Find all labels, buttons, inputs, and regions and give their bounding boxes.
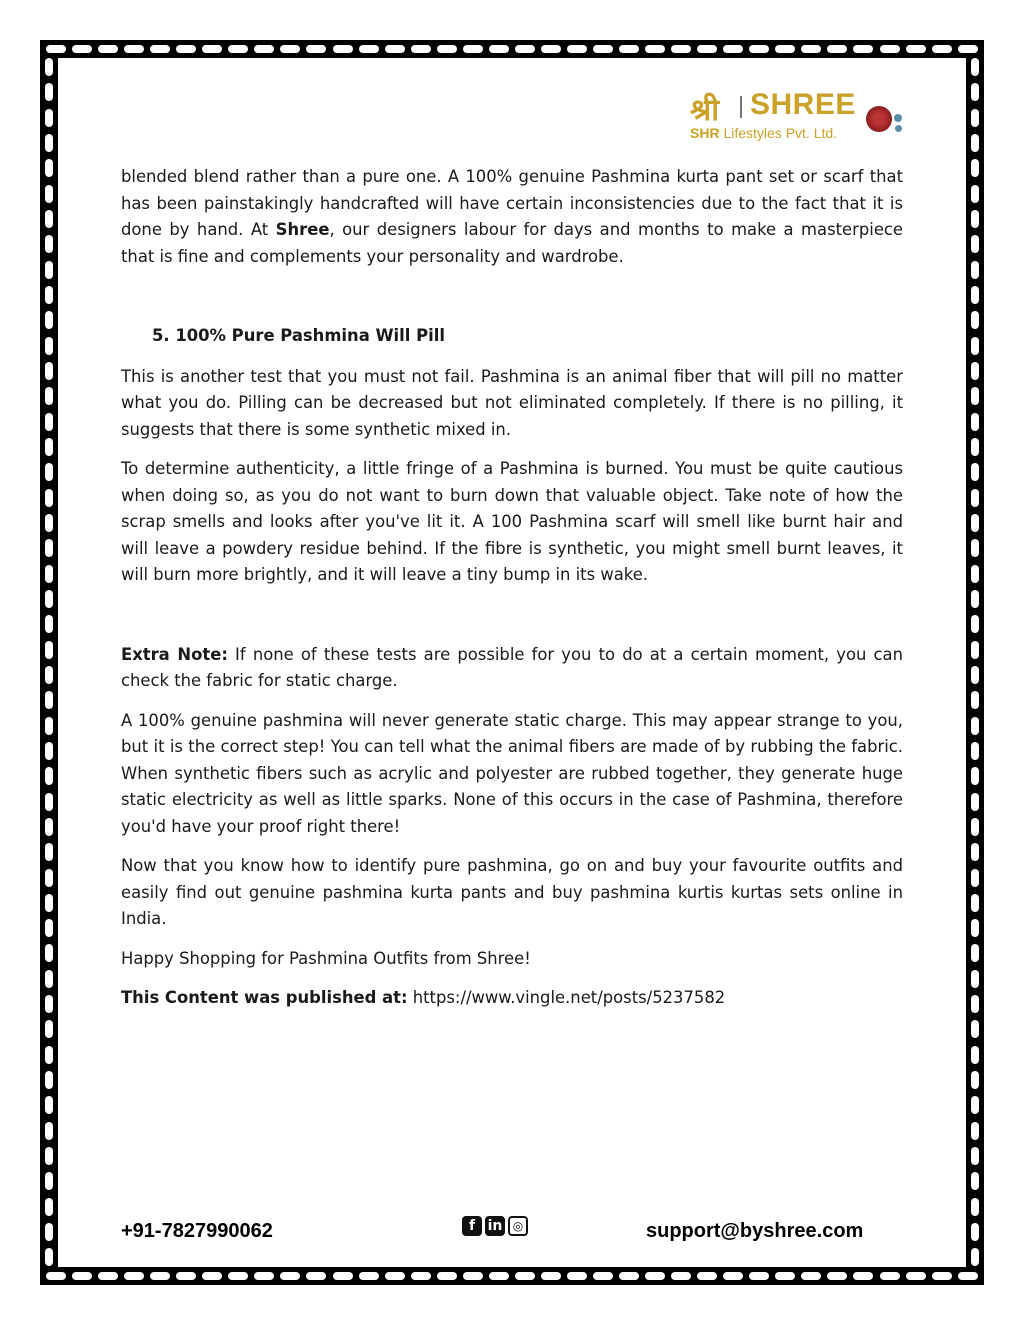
border-bead xyxy=(593,45,613,53)
border-bead xyxy=(971,438,979,456)
logo-subtitle-rest: Lifestyles Pvt. Ltd. xyxy=(719,125,838,141)
border-bead xyxy=(749,45,769,53)
paragraph-text: , our designers labour for days and months to make a masterpiece that is fine and complements your personality and wardrobe. xyxy=(121,220,903,266)
border-bead xyxy=(971,210,979,228)
border-bead xyxy=(971,261,979,279)
logo-devanagari: श्री xyxy=(690,93,720,128)
border-bead xyxy=(971,666,979,684)
border-bead xyxy=(45,362,53,380)
border-bead xyxy=(124,45,144,53)
paragraph: This is another test that you must not fail. Pashmina is an animal fiber that will pill no matter what you do. Pilling can be decreased but not eliminated completely. If there is no pilling, it suggests that there is some synthetic mixed in. xyxy=(121,366,903,439)
border-bead xyxy=(723,45,743,53)
border-bead xyxy=(45,514,53,532)
border-bead xyxy=(971,109,979,127)
border-bead xyxy=(489,1272,509,1280)
border-bead xyxy=(971,514,979,532)
border-bead xyxy=(45,1248,53,1266)
border-bead xyxy=(45,185,53,203)
paragraph: Happy Shopping for Pashmina Outfits from Shree! xyxy=(121,948,531,968)
border-bead xyxy=(280,45,300,53)
border-bead xyxy=(971,286,979,304)
border-bead xyxy=(176,45,196,53)
border-bead xyxy=(971,1071,979,1089)
brand-name: Shree xyxy=(275,220,330,239)
border-bead xyxy=(150,1272,170,1280)
spacer xyxy=(121,283,903,323)
border-bead xyxy=(971,793,979,811)
border-bead xyxy=(45,413,53,431)
border-bead xyxy=(45,894,53,912)
paragraph xyxy=(121,642,903,695)
border-bead xyxy=(45,970,53,988)
border-bead xyxy=(202,1272,222,1280)
border-bead xyxy=(45,210,53,228)
brand-logo xyxy=(690,88,910,148)
border-bead xyxy=(971,489,979,507)
border-bead xyxy=(45,1172,53,1190)
border-bead xyxy=(98,1272,118,1280)
paragraph-text: blended blend rather than a pure one. A 100% genuine Pashmina kurta pant set or scarf that has been painstakingly handcrafted will have certain inconsistencies due to the fact that it is done by hand. At xyxy=(121,167,903,239)
border-bead xyxy=(971,539,979,557)
border-bead xyxy=(333,1272,353,1280)
border-bead xyxy=(45,641,53,659)
support-email[interactable]: support@byshree.com xyxy=(646,1220,864,1242)
logo-subtitle-bold: SHR xyxy=(690,125,720,141)
border-bead xyxy=(45,1147,53,1165)
border-bead xyxy=(98,45,118,53)
border-bead xyxy=(45,235,53,253)
linkedin-icon[interactable]: in xyxy=(485,1216,505,1236)
border-bead xyxy=(958,45,978,53)
border-bead xyxy=(827,1272,847,1280)
border-bead xyxy=(971,767,979,785)
source-line xyxy=(121,985,903,1012)
border-bead xyxy=(971,1096,979,1114)
border-bead xyxy=(306,1272,326,1280)
border-bead xyxy=(971,1147,979,1165)
border-bead xyxy=(671,1272,691,1280)
border-bead xyxy=(437,45,457,53)
border-bead xyxy=(306,45,326,53)
border-bead xyxy=(801,1272,821,1280)
border-bead xyxy=(906,1272,926,1280)
border-bead xyxy=(45,919,53,937)
border-bead xyxy=(906,45,926,53)
border-bead xyxy=(971,691,979,709)
border-bead xyxy=(971,362,979,380)
border-bead xyxy=(971,615,979,633)
border-bead xyxy=(45,134,53,152)
border-bead-row xyxy=(46,43,978,55)
border-bead xyxy=(723,1272,743,1280)
border-bead xyxy=(971,185,979,203)
border-bead xyxy=(45,1223,53,1241)
border-bead xyxy=(775,45,795,53)
border-bead xyxy=(971,995,979,1013)
border-bead xyxy=(228,1272,248,1280)
border-bead xyxy=(176,1272,196,1280)
border-bead xyxy=(45,717,53,735)
border-bead xyxy=(46,45,66,53)
paragraph: Now that you know how to identify pure pashmina, go on and buy your favourite outfits and easily find out genuine pashmina kurta pants and buy pashmina kurtis kurtas sets online in India. xyxy=(121,856,903,928)
border-bead xyxy=(489,45,509,53)
border-bead xyxy=(45,1071,53,1089)
border-bead xyxy=(971,970,979,988)
border-bead xyxy=(971,83,979,101)
border-bead xyxy=(45,311,53,329)
social-icons xyxy=(462,1216,528,1236)
border-bead xyxy=(971,1172,979,1190)
border-bead xyxy=(645,1272,665,1280)
source-link[interactable]: https://www.vingle.net/posts/5237582 xyxy=(407,988,726,1007)
border-bead xyxy=(45,438,53,456)
border-bead xyxy=(45,109,53,127)
border-bead xyxy=(45,1020,53,1038)
border-bead xyxy=(411,45,431,53)
border-bead xyxy=(45,843,53,861)
border-bead xyxy=(385,45,405,53)
border-bead xyxy=(593,1272,613,1280)
border-bead xyxy=(971,590,979,608)
source-label: This Content was published at: xyxy=(121,988,408,1007)
border-bead xyxy=(45,565,53,583)
article-body xyxy=(121,164,903,1025)
border-bead xyxy=(853,1272,873,1280)
border-bead xyxy=(385,1272,405,1280)
logo-name: SHREE xyxy=(750,88,856,121)
paragraph xyxy=(121,164,903,270)
border-bead xyxy=(971,235,979,253)
border-bead xyxy=(515,1272,535,1280)
border-bead xyxy=(971,641,979,659)
border-bead xyxy=(971,134,979,152)
paragraph: A 100% genuine pashmina will never generate static charge. This may appear strange to you, but it is the correct step! You can tell what the animal fibers are made of by rubbing the fabric. When synthetic fibers such as acrylic and polyester are rubbed together, they generate huge static electricity as well as little sparks. None of this occurs in the case of Pashmina, therefore you'd have your proof right there! xyxy=(121,710,903,836)
flower-icon xyxy=(866,106,892,132)
border-bead xyxy=(72,1272,92,1280)
border-bead xyxy=(45,691,53,709)
border-bead xyxy=(971,1122,979,1140)
border-bead xyxy=(45,1046,53,1064)
paragraph: To determine authenticity, a little fringe of a Pashmina is burned. You must be quite cautious when doing so, as you do not want to burn down that valuable object. Take note of how the scrap smells and looks after you've lit it. A 100 Pashmina scarf will smell like burnt hair and will leave a powdery residue behind. If the fibre is synthetic, you might smell burnt leaves, it will burn more brightly, and it will leave a tiny bump in its wake. xyxy=(121,459,903,584)
border-bead xyxy=(45,83,53,101)
border-bead xyxy=(45,793,53,811)
border-bead xyxy=(971,1046,979,1064)
border-bead xyxy=(228,45,248,53)
border-bead xyxy=(971,387,979,405)
border-bead xyxy=(853,45,873,53)
border-bead xyxy=(971,58,979,76)
border-bead xyxy=(333,45,353,53)
logo-separator xyxy=(740,96,742,118)
border-bead xyxy=(45,159,53,177)
border-bead xyxy=(124,1272,144,1280)
border-bead xyxy=(880,45,900,53)
border-bead xyxy=(671,45,691,53)
border-bead xyxy=(971,944,979,962)
border-bead xyxy=(411,1272,431,1280)
border-bead xyxy=(515,45,535,53)
border-bead xyxy=(45,944,53,962)
border-bead xyxy=(254,45,274,53)
border-bead xyxy=(971,1248,979,1266)
border-bead xyxy=(971,1223,979,1241)
border-bead xyxy=(932,1272,952,1280)
border-bead xyxy=(971,1198,979,1216)
border-bead xyxy=(45,261,53,279)
border-bead xyxy=(45,1122,53,1140)
border-bead xyxy=(971,337,979,355)
border-bead xyxy=(971,843,979,861)
border-bead xyxy=(45,1198,53,1216)
logo-subtitle xyxy=(690,125,837,141)
border-bead xyxy=(45,666,53,684)
border-bead xyxy=(254,1272,274,1280)
border-bead xyxy=(45,818,53,836)
instagram-icon[interactable]: ◎ xyxy=(508,1216,528,1236)
border-bead xyxy=(45,463,53,481)
dot-icon xyxy=(894,114,902,122)
border-bead xyxy=(541,1272,561,1280)
border-bead xyxy=(932,45,952,53)
border-bead xyxy=(45,489,53,507)
border-bead xyxy=(971,894,979,912)
border-bead xyxy=(971,717,979,735)
border-bead xyxy=(880,1272,900,1280)
phone-number[interactable]: +91-7827990062 xyxy=(121,1220,273,1242)
border-bead xyxy=(971,869,979,887)
border-bead xyxy=(971,413,979,431)
border-bead xyxy=(72,45,92,53)
border-bead xyxy=(971,818,979,836)
paragraph-text: If none of these tests are possible for you to do at a certain moment, you can check the fabric for static charge. xyxy=(121,644,903,690)
border-bead xyxy=(45,539,53,557)
border-bead xyxy=(202,45,222,53)
border-bead xyxy=(645,45,665,53)
border-bead xyxy=(280,1272,300,1280)
border-bead xyxy=(45,337,53,355)
border-bead xyxy=(541,45,561,53)
border-bead xyxy=(971,565,979,583)
border-bead xyxy=(775,1272,795,1280)
border-bead xyxy=(45,869,53,887)
border-bead xyxy=(619,1272,639,1280)
note-label: Extra Note: xyxy=(121,644,228,664)
border-bead-row xyxy=(46,1270,978,1282)
border-bead xyxy=(749,1272,769,1280)
border-bead xyxy=(45,58,53,76)
border-bead-row xyxy=(969,58,981,1267)
border-bead xyxy=(971,463,979,481)
border-bead xyxy=(45,590,53,608)
border-bead xyxy=(45,286,53,304)
border-bead xyxy=(45,1096,53,1114)
border-bead xyxy=(971,159,979,177)
border-bead xyxy=(45,387,53,405)
border-bead xyxy=(150,45,170,53)
border-bead xyxy=(46,1272,66,1280)
border-bead xyxy=(45,767,53,785)
border-bead xyxy=(697,1272,717,1280)
border-bead xyxy=(45,995,53,1013)
border-bead xyxy=(359,1272,379,1280)
spacer xyxy=(121,602,903,642)
border-bead xyxy=(359,45,379,53)
border-bead xyxy=(437,1272,457,1280)
border-bead xyxy=(567,1272,587,1280)
border-bead xyxy=(971,1020,979,1038)
border-bead xyxy=(567,45,587,53)
border-bead xyxy=(697,45,717,53)
border-bead xyxy=(45,615,53,633)
border-bead xyxy=(958,1272,978,1280)
border-bead xyxy=(463,1272,483,1280)
border-bead xyxy=(801,45,821,53)
border-bead xyxy=(45,742,53,760)
border-bead xyxy=(463,45,483,53)
border-bead-row xyxy=(43,58,55,1267)
facebook-icon[interactable]: f xyxy=(462,1216,482,1236)
section-heading: 5. 100% Pure Pashmina Will Pill xyxy=(152,326,445,345)
dot-icon xyxy=(895,125,902,132)
border-bead xyxy=(971,742,979,760)
border-bead xyxy=(619,45,639,53)
border-bead xyxy=(971,919,979,937)
border-bead xyxy=(827,45,847,53)
border-bead xyxy=(971,311,979,329)
